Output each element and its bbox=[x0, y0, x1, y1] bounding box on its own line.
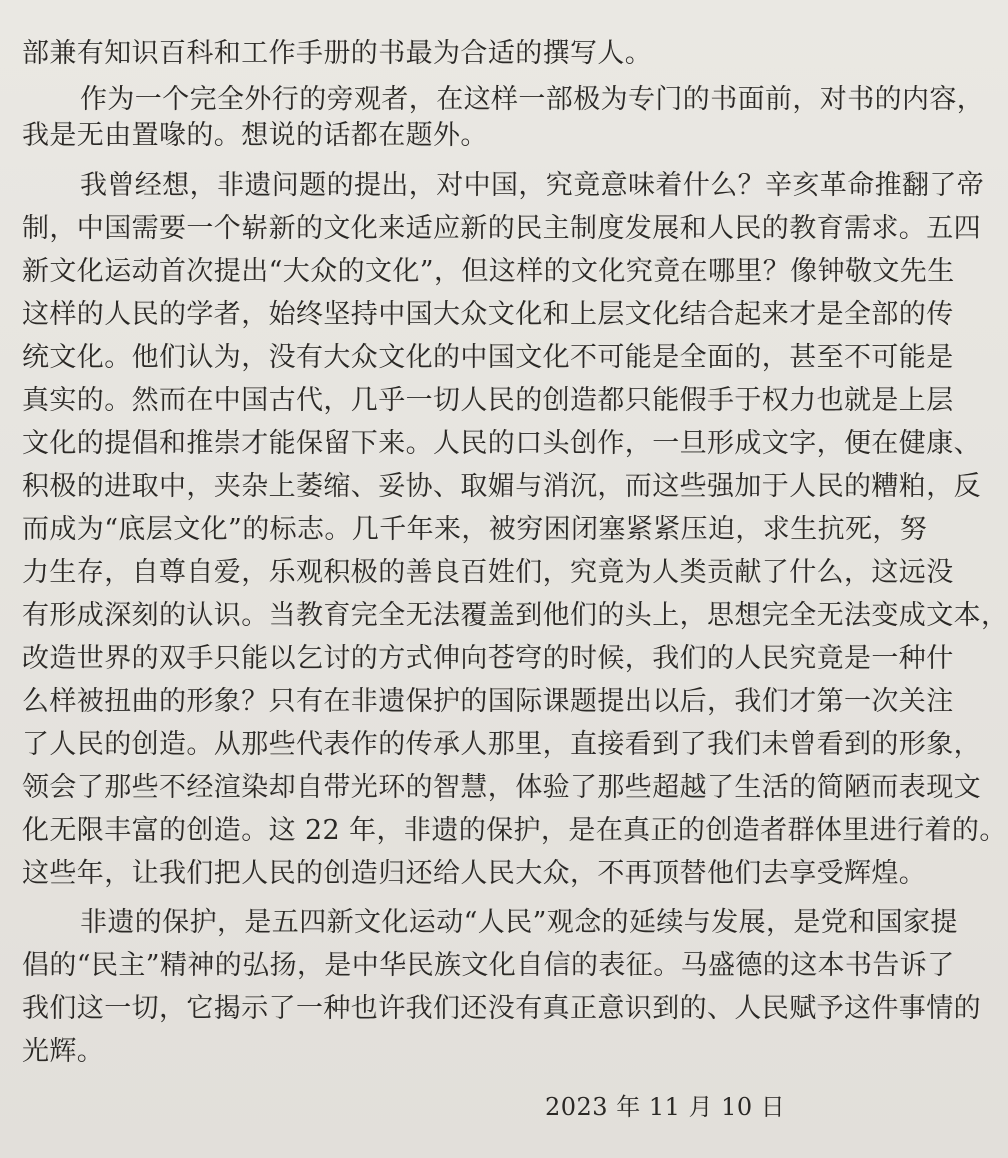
text-line: 这样的人民的学者，始终坚持中国大众文化和上层文化结合起来才是全部的传 bbox=[22, 299, 954, 330]
text-line: 么样被扭曲的形象？只有在非遗保护的国际课题提出以后，我们才第一次关注 bbox=[22, 686, 954, 717]
text-line: 我是无由置喙的。想说的话都在题外。 bbox=[22, 120, 488, 151]
paragraph-first-line: 非遗的保护，是五四新文化运动“人民”观念的延续与发展，是党和国家提 bbox=[80, 907, 958, 938]
text-line: 力生存，自尊自爱，乐观积极的善良百姓们，究竟为人类贡献了什么，这远没 bbox=[22, 557, 954, 588]
text-line: 而成为“底层文化”的标志。几千年来，被穷困闭塞紧紧压迫，求生抗死，努 bbox=[22, 514, 928, 545]
text-line: 倡的“民主”精神的弘扬，是中华民族文化自信的表征。马盛德的这本书告诉了 bbox=[22, 950, 955, 981]
text-line: 这些年，让我们把人民的创造归还给人民大众，不再顶替他们去享受辉煌。 bbox=[22, 858, 927, 889]
text-line: 积极的进取中，夹杂上萎缩、妥协、取媚与消沉，而这些强加于人民的糟粕，反 bbox=[22, 471, 981, 502]
signature-date: 2023 年 11 月 10 日 bbox=[545, 1093, 786, 1121]
text-line: 了人民的创造。从那些代表作的传承人那里，直接看到了我们未曾看到的形象， bbox=[22, 729, 981, 760]
paragraph-first-line: 我曾经想，非遗问题的提出，对中国，究竟意味着什么？辛亥革命推翻了帝 bbox=[80, 170, 985, 201]
text-line: 文化的提倡和推崇才能保留下来。人民的口头创作，一旦形成文字，便在健康、 bbox=[22, 428, 981, 459]
text-line: 新文化运动首次提出“大众的文化”，但这样的文化究竟在哪里？像钟敬文先生 bbox=[22, 256, 955, 287]
text-line: 部兼有知识百科和工作手册的书最为合适的撰写人。 bbox=[22, 38, 653, 69]
paragraph-first-line: 作为一个完全外行的旁观者，在这样一部极为专门的书面前，对书的内容， bbox=[80, 84, 985, 115]
text-line: 化无限丰富的创造。这 22 年，非遗的保护，是在真正的创造者群体里进行着的。 bbox=[22, 815, 1007, 846]
text-line: 真实的。然而在中国古代，几乎一切人民的创造都只能假手于权力也就是上层 bbox=[22, 385, 954, 416]
text-line: 有形成深刻的认识。当教育完全无法覆盖到他们的头上，思想完全无法变成文本， bbox=[22, 600, 1008, 631]
text-line: 光辉。 bbox=[22, 1036, 105, 1067]
text-line: 制，中国需要一个崭新的文化来适应新的民主制度发展和人民的教育需求。五四 bbox=[22, 213, 981, 244]
text-line: 领会了那些不经渲染却自带光环的智慧，体验了那些超越了生活的简陋而表现文 bbox=[22, 772, 981, 803]
text-line: 统文化。他们认为，没有大众文化的中国文化不可能是全面的，甚至不可能是 bbox=[22, 342, 954, 373]
text-line: 改造世界的双手只能以乞讨的方式伸向苍穹的时候，我们的人民究竟是一种什 bbox=[22, 643, 954, 674]
text-line: 我们这一切，它揭示了一种也许我们还没有真正意识到的、人民赋予这件事情的 bbox=[22, 993, 981, 1024]
